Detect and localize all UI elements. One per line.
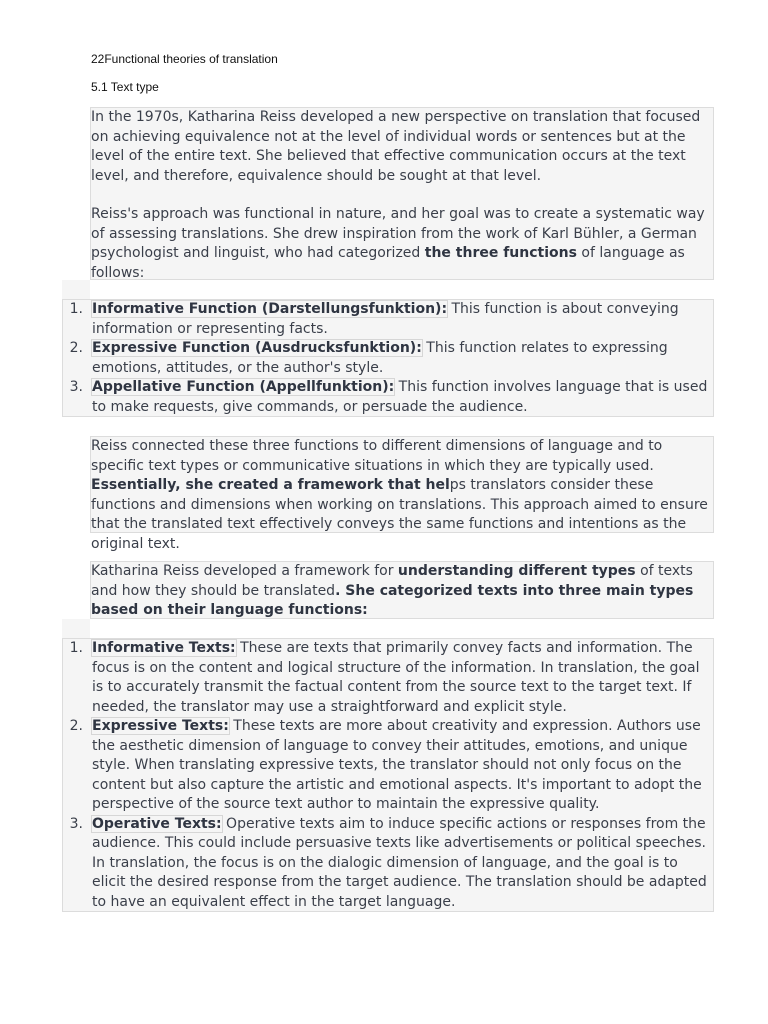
- functions-list-block: [62, 299, 714, 417]
- text-types-list-block: [62, 638, 714, 912]
- connection-block: [90, 436, 714, 552]
- intro-p2-bold: the three functions: [424, 245, 577, 261]
- list-item: [63, 815, 713, 913]
- function-text: This function involves language that is used to make requests, give commands, or persuade the audience.: [92, 379, 708, 415]
- list-number: 1.: [69, 640, 83, 656]
- function-text: This function is about conveying information or representing facts.: [92, 301, 679, 337]
- text-type-description: These are texts that primarily convey facts and information. The focus is on the content and logical structure of the information. In translation, the goal is to accurately transmit the factual content from the source text to the target text. If needed, the translator may use a straightforward and explicit style.: [92, 640, 700, 715]
- intro-p2-text-a: Reiss's approach was functional in nature, and her goal was to create a systematic way of assessing translations. She drew inspiration from the work of Karl Bühler, a German psychologist and linguist, who had categorized: [91, 206, 705, 261]
- framework-bold-2: . She categorized texts into three main types based on their language functions:: [91, 582, 694, 618]
- list-item: [63, 339, 713, 378]
- list-item: [63, 717, 713, 815]
- shading-strip: [62, 619, 90, 638]
- function-title: Expressive Function (Ausdrucksfunktion):: [92, 340, 422, 356]
- intro-block: [90, 107, 714, 280]
- list-number: 3.: [69, 379, 83, 395]
- intro-paragraph-2: [91, 205, 713, 283]
- text-type-description: Operative texts aim to induce specific actions or responses from the audience. This could include persuasive texts like advertisements or political speeches. In translation, the focus is on the dialogic dimension of language, and the goal is to elicit the desired response from the target audience. The translation should be adapted to have an equivalent effect in the target language.: [92, 815, 707, 910]
- list-item: [63, 639, 713, 717]
- list-item: [63, 300, 713, 339]
- intro-paragraph-1: In the 1970s, Katharina Reiss developed a new perspective on translation that focused on achieving equivalence not at the level of individual words or sentences but at the level of the entire text. She believed that effective communication occurs at the text level, and therefore, equivalence should be sought at that level.: [91, 109, 701, 184]
- framework-bold-1: understanding different types: [397, 563, 636, 579]
- intro-p2-text-b: of language as follows:: [91, 245, 685, 281]
- connection-paragraph: [91, 437, 713, 554]
- framework-text-b: of texts and how they should be translated: [91, 563, 693, 599]
- function-title: Appellative Function (Appellfunktion):: [92, 379, 395, 395]
- text-type-description: These texts are more about creativity and expression. Authors use the aesthetic dimension of language to convey their attitudes, emotions, and unique style. When translating expressive texts, the translator should not only focus on the content but also capture the artistic and emotional aspects. It's important to adopt the perspective of the source text author to maintain the expressive quality.: [92, 718, 702, 812]
- framework-block: [90, 561, 714, 619]
- list-number: 2.: [69, 340, 83, 356]
- function-text: This function relates to expressing emotions, attitudes, or the author's style.: [92, 340, 668, 376]
- text-type-title: Operative Texts:: [92, 815, 222, 832]
- chapter-heading: 22Functional theories of translation: [91, 52, 278, 66]
- list-item: [63, 378, 713, 417]
- text-type-title: Informative Texts:: [92, 640, 236, 656]
- connection-text-a: Reiss connected these three functions to different dimensions of language and to specific text types or communicative situations in which they are typically used.: [91, 438, 663, 474]
- connection-text-b: ps translators consider these functions and dimensions when working on translations. This approach aimed to ensure that the translated text effectively conveys the same functions and intentions as the original text.: [91, 477, 708, 552]
- framework-paragraph: [91, 562, 713, 621]
- framework-text-a: Katharina Reiss developed a framework for: [91, 563, 398, 579]
- function-title: Informative Function (Darstellungsfunktion):: [92, 301, 448, 317]
- list-number: 2.: [69, 718, 83, 734]
- connection-bold: Essentially, she created a framework that hel: [91, 477, 450, 493]
- list-number: 1.: [69, 301, 83, 317]
- section-heading: 5.1 Text type: [91, 80, 159, 94]
- shading-strip: [62, 280, 90, 299]
- list-number: 3.: [69, 815, 83, 832]
- text-type-title: Expressive Texts:: [92, 718, 229, 734]
